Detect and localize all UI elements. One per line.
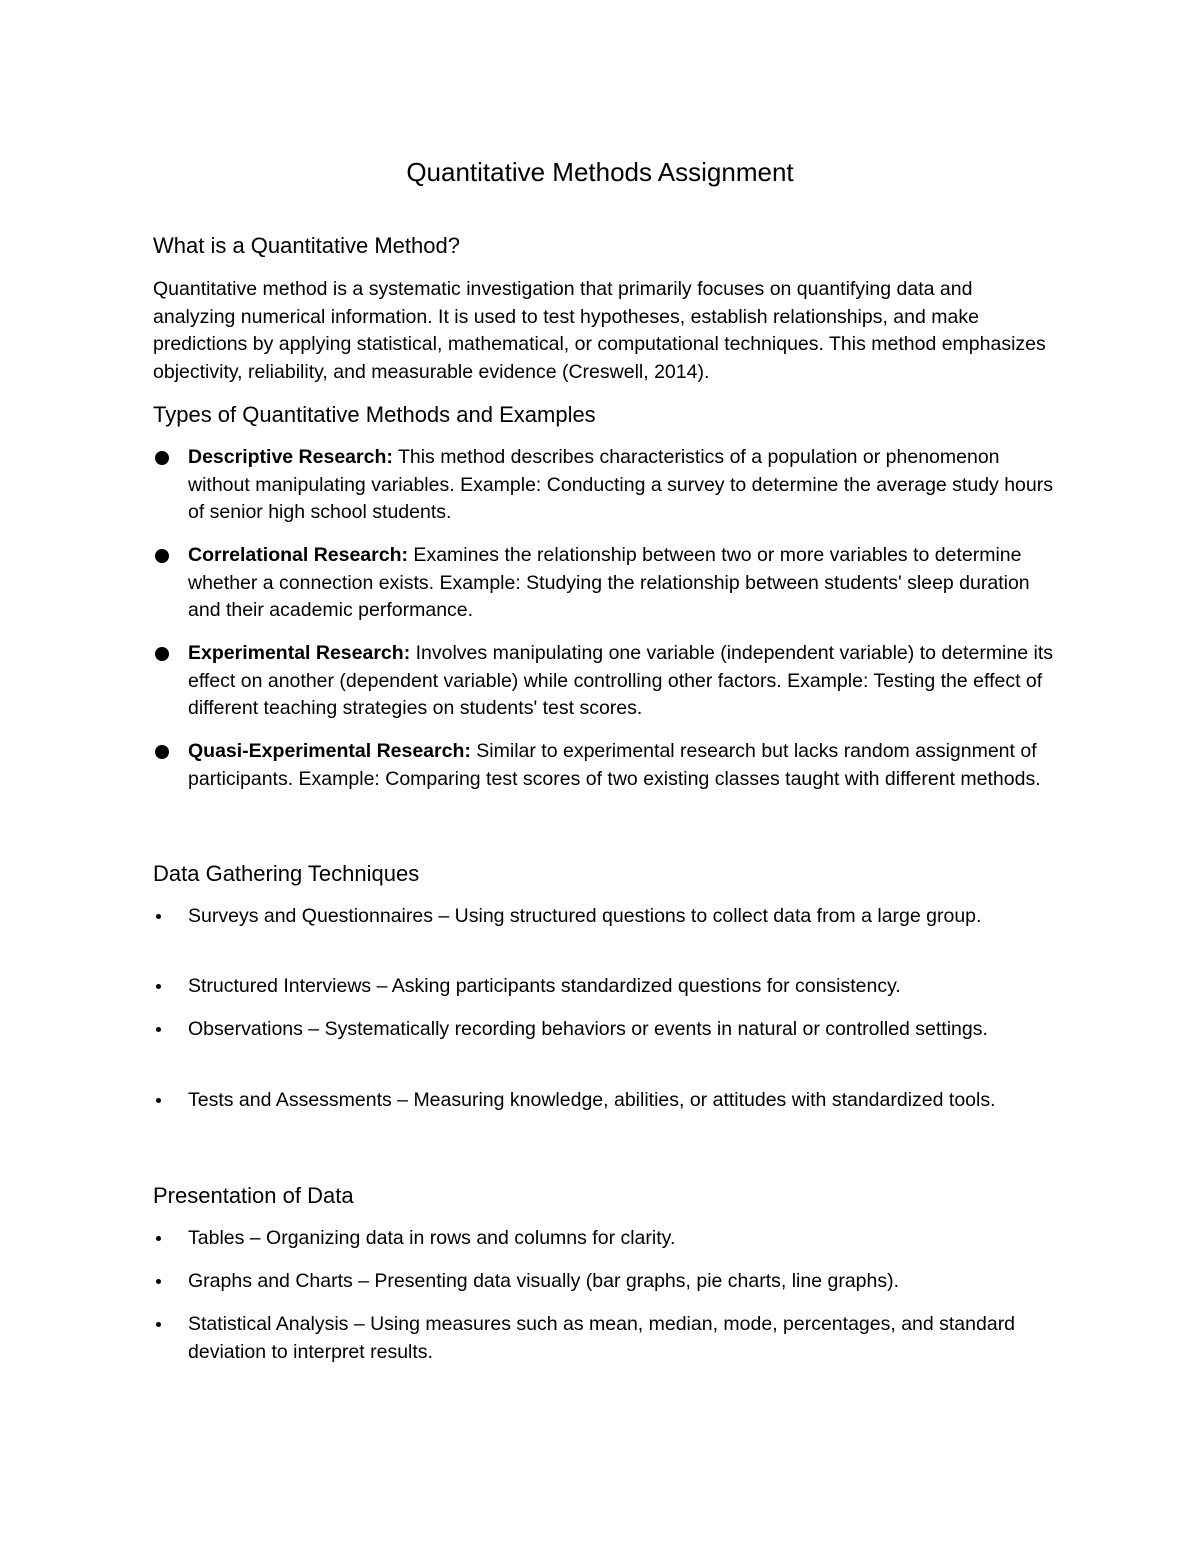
section-heading-what: What is a Quantitative Method?: [153, 233, 460, 258]
term-description: Similar to experimental research but lacks random assignment of participants. Example: Comparing test scores of two existing classes taught with different methods.: [188, 740, 1041, 790]
term-description: Involves manipulating one variable (independent variable) to determine its effect on another (dependent variable) while controlling other factors. Example: Testing the effect of different teaching strategies on students' test scores.: [188, 642, 1053, 719]
list-item-text: [188, 640, 1053, 723]
list-item-text: Structured Interviews – Asking participants standardized questions for consistency.: [188, 975, 901, 997]
term-description: This method describes characteristics of a population or phenomenon without manipulating variables. Example: Conducting a survey to determine the average study hours of senior high school students.: [188, 446, 1053, 523]
bullet-icon: [156, 914, 161, 919]
term-label: Descriptive Research: [188, 446, 387, 468]
bullet-icon: [156, 1236, 161, 1241]
bullet-icon: [156, 1027, 161, 1032]
list-item-text: Tables – Organizing data in rows and columns for clarity.: [188, 1227, 676, 1249]
bullet-icon: [156, 1098, 161, 1103]
bullet-icon: [156, 1322, 161, 1327]
list-item-text: Observations – Systematically recording behaviors or events in natural or controlled settings.: [188, 1018, 988, 1040]
list-item-text: Statistical Analysis – Using measures such as mean, median, mode, percentages, and standard deviation to interpret results.: [188, 1313, 1016, 1363]
list-item-text: Graphs and Charts – Presenting data visually (bar graphs, pie charts, line graphs).: [188, 1270, 900, 1292]
term-separator: :: [401, 544, 409, 566]
section-heading-types: Types of Quantitative Methods and Examples: [153, 402, 596, 427]
list-item-text: Surveys and Questionnaires – Using structured questions to collect data from a large group.: [188, 905, 982, 927]
bullet-icon: [156, 984, 161, 989]
bullet-icon: [155, 745, 169, 759]
term-label: Quasi-Experimental Research: [188, 740, 465, 762]
definition-paragraph: Quantitative method is a systematic investigation that primarily focuses on quantifying data and analyzing numerical information. It is used to test hypotheses, establish relationships, and make predictions by applying statistical, mathematical, or computational techniques. This method emphasizes objectivity, reliability, and measurable evidence (Creswell, 2014).: [153, 278, 1046, 383]
term-label: Correlational Research: [188, 544, 402, 566]
bullet-icon: [155, 647, 169, 661]
bullet-icon: [155, 451, 169, 465]
list-item-text: [188, 542, 1053, 625]
bullet-icon: [156, 1279, 161, 1284]
bullet-icon: [155, 549, 169, 563]
term-separator: :: [386, 446, 393, 468]
section-heading-presentation: Presentation of Data: [153, 1183, 354, 1208]
term-separator: :: [464, 740, 471, 762]
section-heading-data-gathering: Data Gathering Techniques: [153, 861, 420, 886]
list-item-text: [188, 738, 1053, 793]
list-item-text: Tests and Assessments – Measuring knowledge, abilities, or attitudes with standardized tools.: [188, 1089, 996, 1111]
list-item-text: [188, 444, 1053, 527]
term-description: Examines the relationship between two or more variables to determine whether a connection exists. Example: Studying the relationship between students' sleep duration and their academic performance.: [188, 544, 1030, 621]
term-separator: :: [403, 642, 411, 664]
term-label: Experimental Research: [188, 642, 404, 664]
document-title: Quantitative Methods Assignment: [406, 157, 794, 187]
